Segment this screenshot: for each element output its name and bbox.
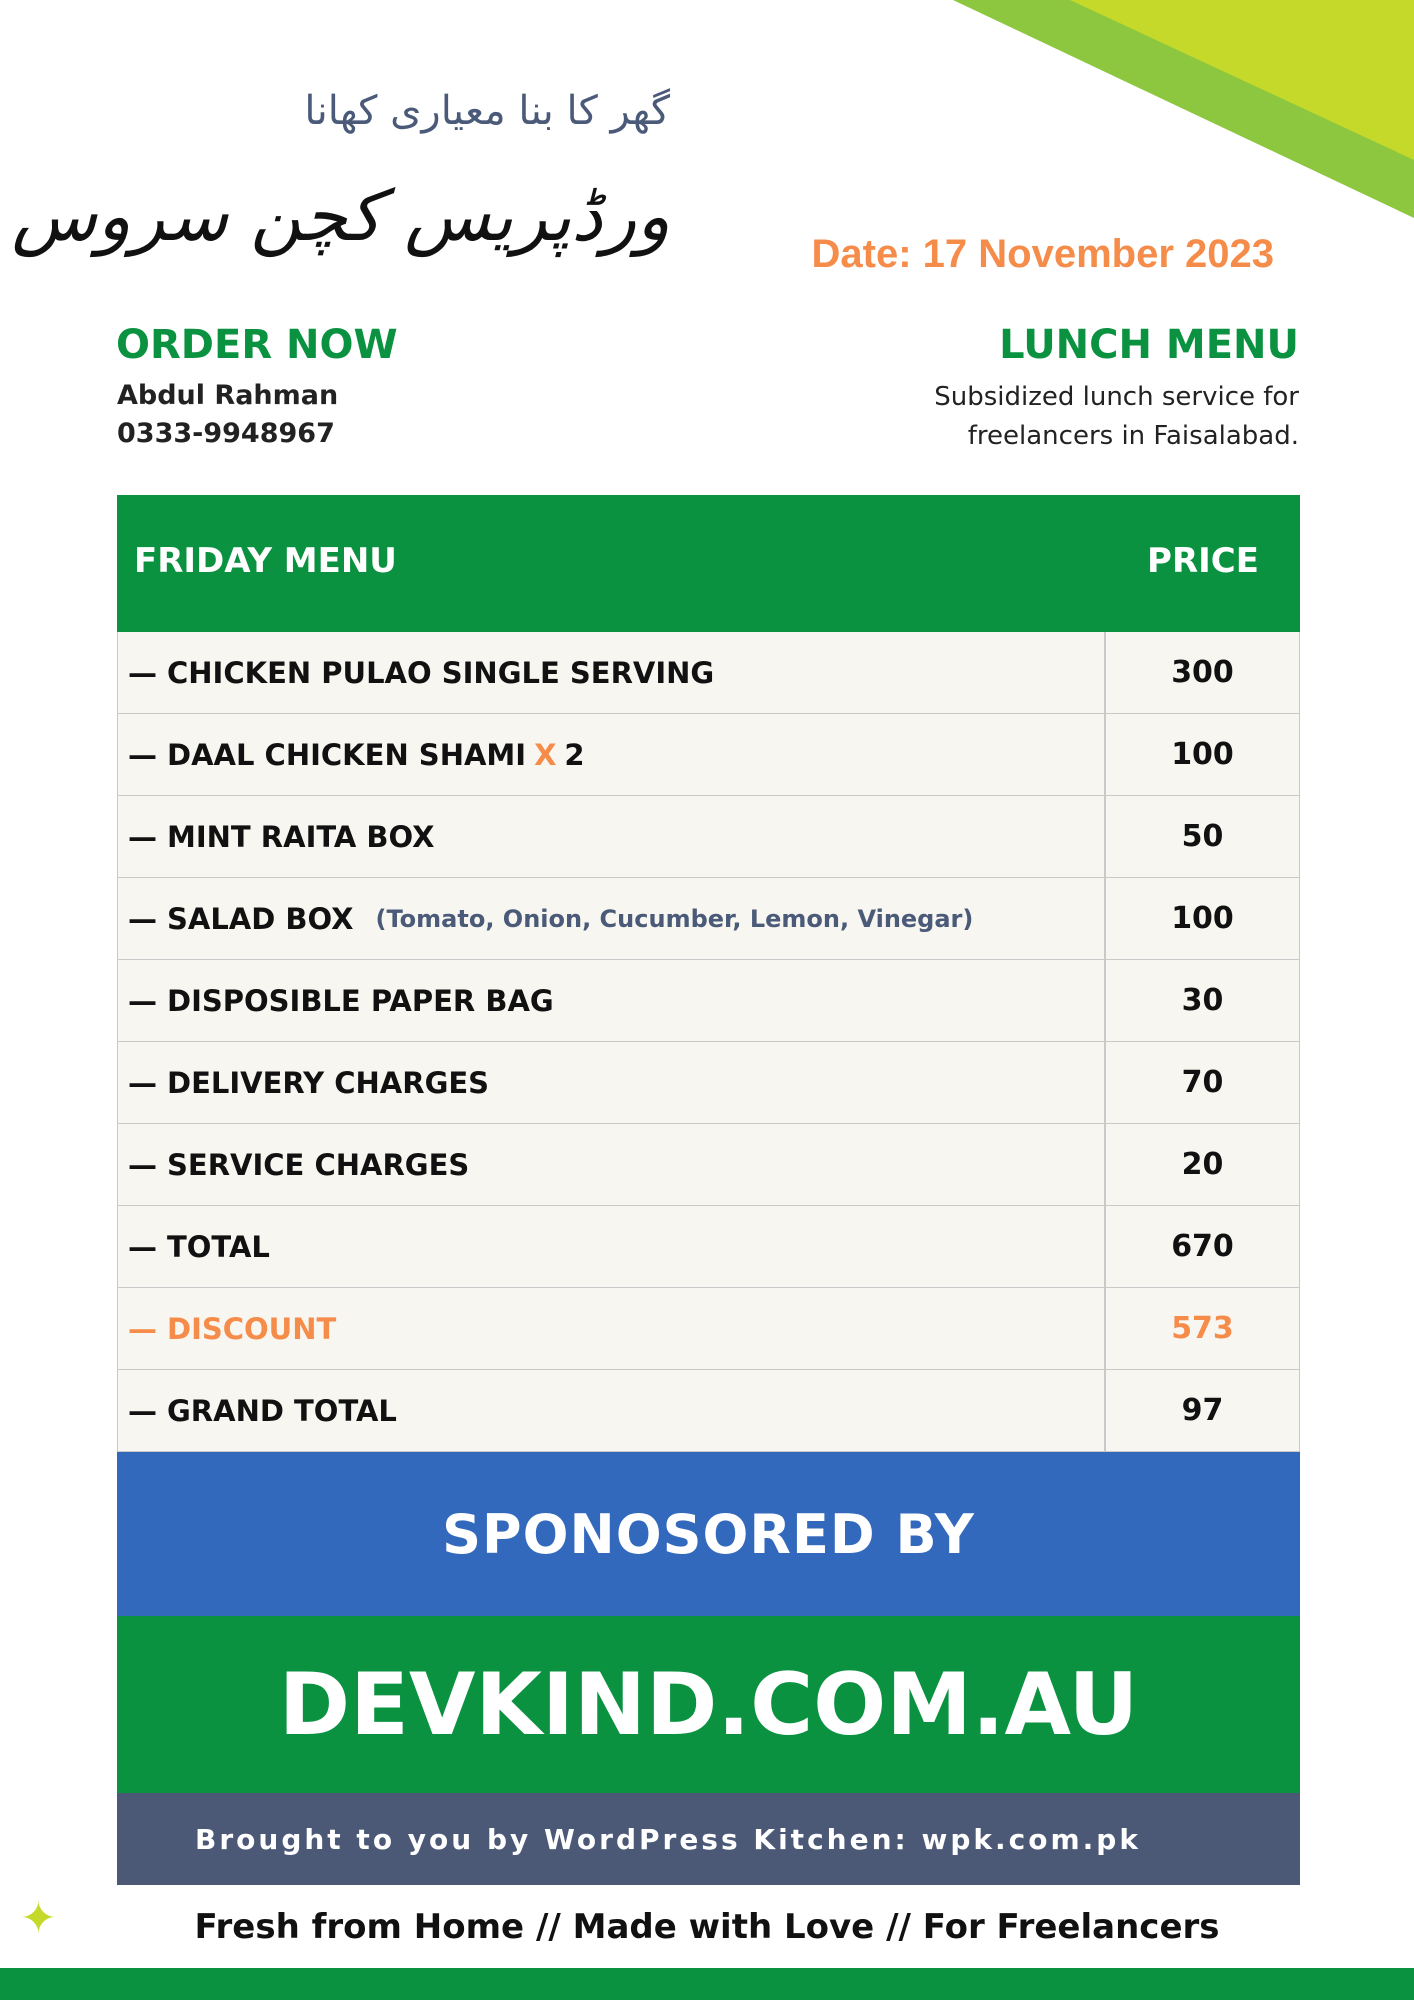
row-item — [118, 1288, 1106, 1369]
row-price: 573 — [1171, 1311, 1234, 1346]
menu-table — [117, 495, 1300, 1885]
row-label: DELIVERY CHARGES — [167, 1065, 490, 1100]
row-price: 20 — [1181, 1147, 1224, 1182]
row-price: 70 — [1181, 1065, 1224, 1100]
contact-phone: 0333-9948967 — [117, 418, 335, 449]
table-row — [117, 714, 1300, 796]
row-item — [118, 960, 1106, 1041]
row-item — [118, 796, 1106, 877]
menu-table-header — [117, 495, 1300, 632]
contact-name: Abdul Rahman — [117, 380, 339, 411]
table-row — [117, 1124, 1300, 1206]
sparkle-icon: ✦ — [20, 1893, 57, 1944]
dash-icon: — — [128, 983, 157, 1018]
row-price: 30 — [1181, 983, 1224, 1018]
row-label: MINT RAITA BOX — [167, 819, 435, 854]
row-item — [118, 1370, 1106, 1451]
row-item — [118, 1206, 1106, 1287]
column-header-item: FRIDAY MENU — [134, 541, 397, 581]
dash-icon: — — [128, 1393, 157, 1428]
dash-icon: — — [128, 1311, 157, 1346]
table-row — [117, 1206, 1300, 1288]
row-note: (Tomato, Onion, Cucumber, Lemon, Vinegar) — [375, 904, 974, 933]
order-now-heading: ORDER NOW — [116, 322, 398, 368]
row-label: SERVICE CHARGES — [167, 1147, 470, 1182]
footer-tagline: Fresh from Home // Made with Love // For Freelancers — [194, 1907, 1220, 1947]
row-label: CHICKEN PULAO SINGLE SERVING — [167, 655, 715, 690]
lunch-description — [839, 378, 1299, 456]
row-price: 300 — [1171, 655, 1234, 690]
sponsor-label: SPONOSORED BY — [117, 1452, 1300, 1616]
quantity: 2 — [564, 737, 585, 772]
row-item — [118, 714, 1106, 795]
dash-icon: — — [128, 1229, 157, 1264]
row-price: 100 — [1171, 737, 1234, 772]
row-price: 50 — [1181, 819, 1224, 854]
multiplier: X — [534, 737, 557, 772]
row-label: GRAND TOTAL — [167, 1393, 397, 1428]
row-item — [118, 1124, 1106, 1205]
lunch-description-line-2: freelancers in Faisalabad. — [967, 421, 1299, 451]
lunch-menu-heading: LUNCH MENU — [999, 322, 1299, 368]
dash-icon: — — [128, 655, 157, 690]
table-row — [117, 632, 1300, 714]
table-row — [117, 1042, 1300, 1124]
row-price: 97 — [1181, 1393, 1224, 1428]
urdu-title: ورڈپریس کچن سروس — [11, 175, 670, 257]
menu-date: Date: 17 November 2023 — [811, 232, 1274, 276]
table-row — [117, 878, 1300, 960]
row-label: DAAL CHICKEN SHAMI — [167, 737, 527, 772]
dash-icon: — — [128, 1147, 157, 1182]
table-row — [117, 1370, 1300, 1452]
sponsor-name: DEVKIND.COM.AU — [117, 1616, 1300, 1793]
row-label: DISPOSIBLE PAPER BAG — [167, 983, 554, 1018]
row-price: 670 — [1171, 1229, 1234, 1264]
dash-icon: — — [128, 1065, 157, 1100]
table-row-discount — [117, 1288, 1300, 1370]
dash-icon: — — [128, 819, 157, 854]
table-row — [117, 796, 1300, 878]
dash-icon: — — [128, 737, 157, 772]
row-item — [118, 632, 1106, 713]
row-item — [118, 1042, 1106, 1123]
row-item — [118, 878, 1106, 959]
credit-line: Brought to you by WordPress Kitchen: wpk.com.pk — [117, 1793, 1300, 1885]
urdu-tagline: گھر کا بنا معیاری کھانا — [304, 88, 670, 134]
row-label: SALAD BOX — [167, 901, 354, 936]
table-row — [117, 960, 1300, 1042]
row-label: TOTAL — [167, 1229, 270, 1264]
row-label: DISCOUNT — [167, 1311, 337, 1346]
bottom-bar — [0, 1968, 1414, 2000]
column-header-price: PRICE — [1147, 541, 1259, 581]
lunch-description-line-1: Subsidized lunch service for — [934, 382, 1299, 412]
dash-icon: — — [128, 901, 157, 936]
row-price: 100 — [1171, 901, 1234, 936]
